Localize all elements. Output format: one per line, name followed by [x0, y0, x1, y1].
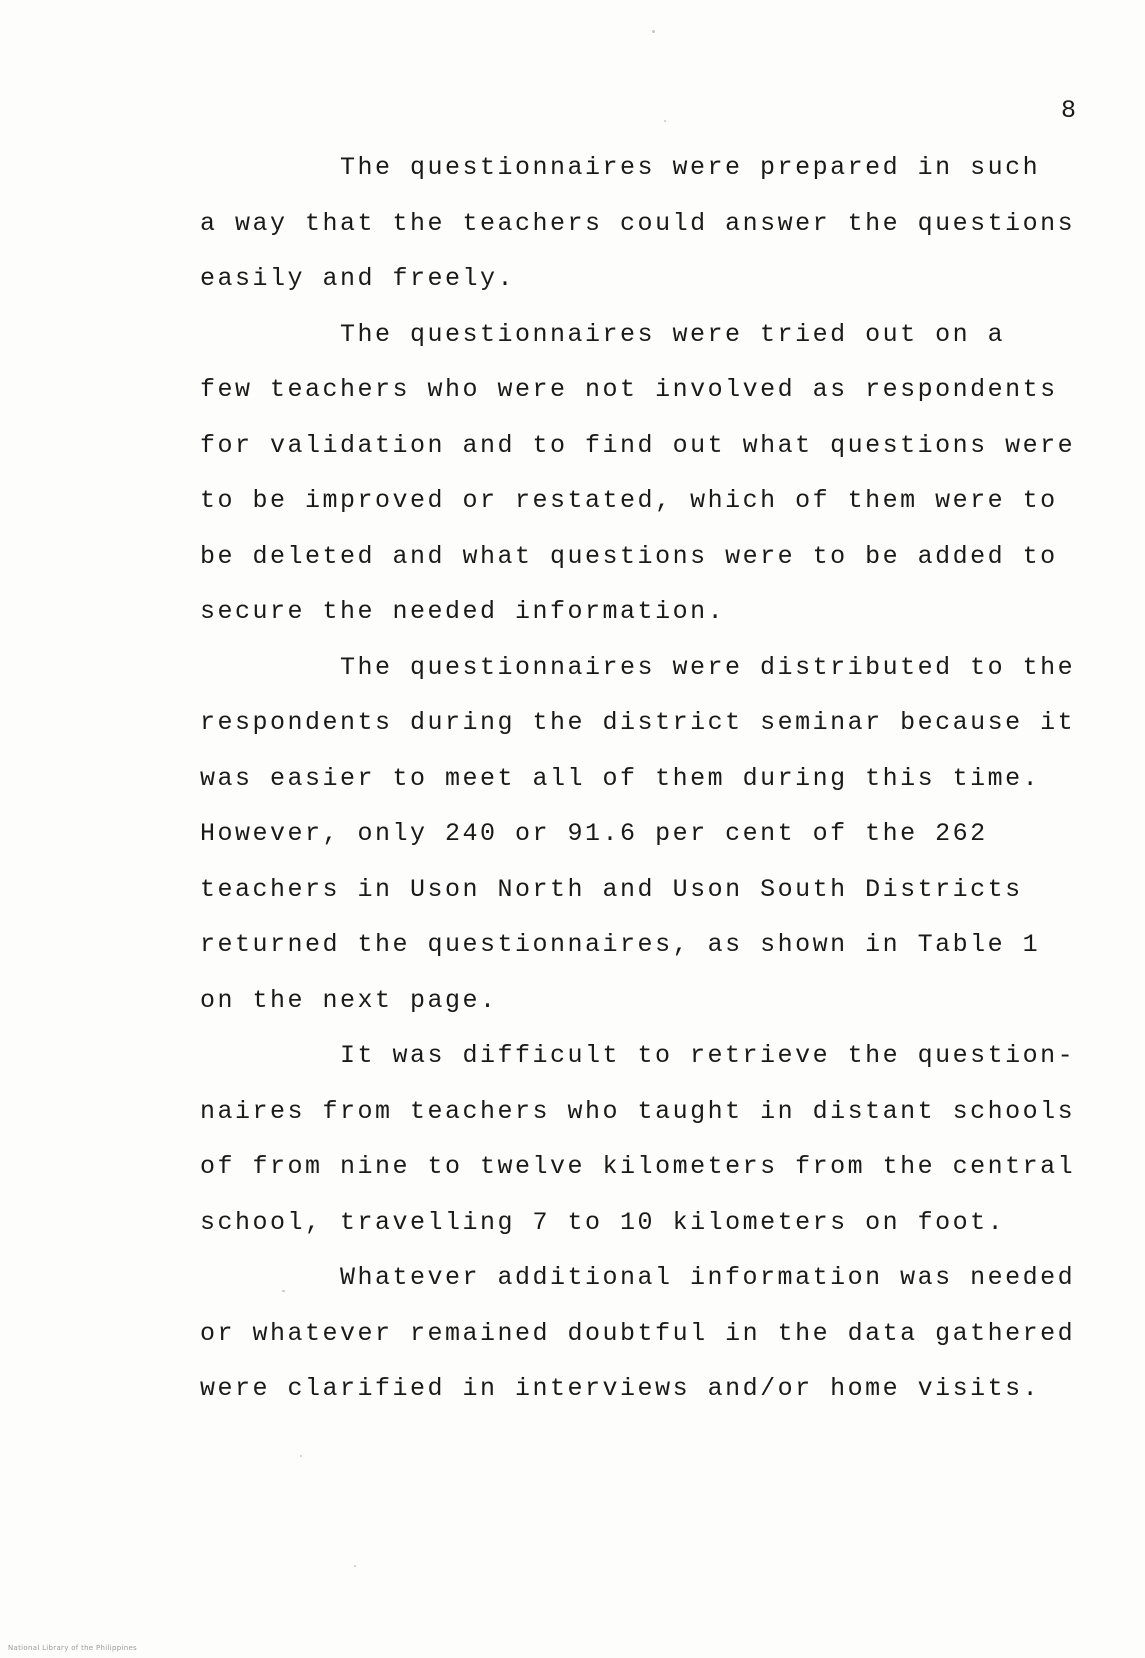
- text-line: few teachers who were not involved as respondents: [200, 375, 1058, 404]
- text-line: It was difficult to retrieve the question-: [340, 1041, 1076, 1070]
- page-number: 8: [1060, 96, 1077, 125]
- text-line: easily and freely.: [200, 264, 516, 293]
- text-line: teachers in Uson North and Uson South Districts: [200, 874, 1023, 904]
- paragraph-retrieval-difficulty: [200, 1028, 1100, 1250]
- text-line: school, travelling 7 to 10 kilometers on foot.: [200, 1207, 1006, 1237]
- text-line: or whatever remained doubtful in the data gathered: [200, 1318, 1076, 1348]
- text-line: Whatever additional information was needed: [340, 1263, 1076, 1292]
- text-line: The questionnaires were prepared in such: [340, 153, 1041, 182]
- text-line: were clarified in interviews and/or home visits.: [200, 1374, 1041, 1403]
- text-line: naires from teachers who taught in distant schools: [200, 1096, 1076, 1126]
- scan-speck: [664, 120, 666, 122]
- text-line: The questionnaires were distributed to the: [340, 652, 1076, 682]
- text-line: for validation and to find out what questions were: [200, 430, 1076, 460]
- text-line: a way that the teachers could answer the questions: [200, 208, 1076, 238]
- text-line: respondents during the district seminar because it: [200, 708, 1076, 737]
- scan-speck: [300, 1455, 302, 1457]
- scan-speck: [354, 1565, 356, 1567]
- text-line: on the next page.: [200, 985, 498, 1015]
- text-line: returned the questionnaires, as shown in Table 1: [200, 930, 1041, 959]
- text-line: to be improved or restated, which of them were to: [200, 486, 1058, 515]
- footer-note: National Library of the Philippines: [8, 1644, 137, 1652]
- paragraph-questionnaire-distribution: [200, 640, 1100, 1029]
- scan-speck: [282, 1290, 285, 1292]
- paragraph-questionnaire-tryout: [200, 307, 1100, 640]
- scan-speck: [652, 30, 655, 33]
- text-line: of from nine to twelve kilometers from the central: [200, 1152, 1076, 1181]
- body-text: [200, 140, 1100, 1417]
- paragraph-questionnaire-preparation: [200, 140, 1100, 307]
- text-line: was easier to meet all of them during this time.: [200, 763, 1041, 793]
- text-line: However, only 240 or 91.6 per cent of the 262: [200, 819, 988, 848]
- text-line: secure the needed information.: [200, 597, 726, 626]
- paragraph-clarification: [200, 1250, 1100, 1417]
- text-line: be deleted and what questions were to be added to: [200, 541, 1058, 571]
- text-line: The questionnaires were tried out on a: [340, 319, 1006, 349]
